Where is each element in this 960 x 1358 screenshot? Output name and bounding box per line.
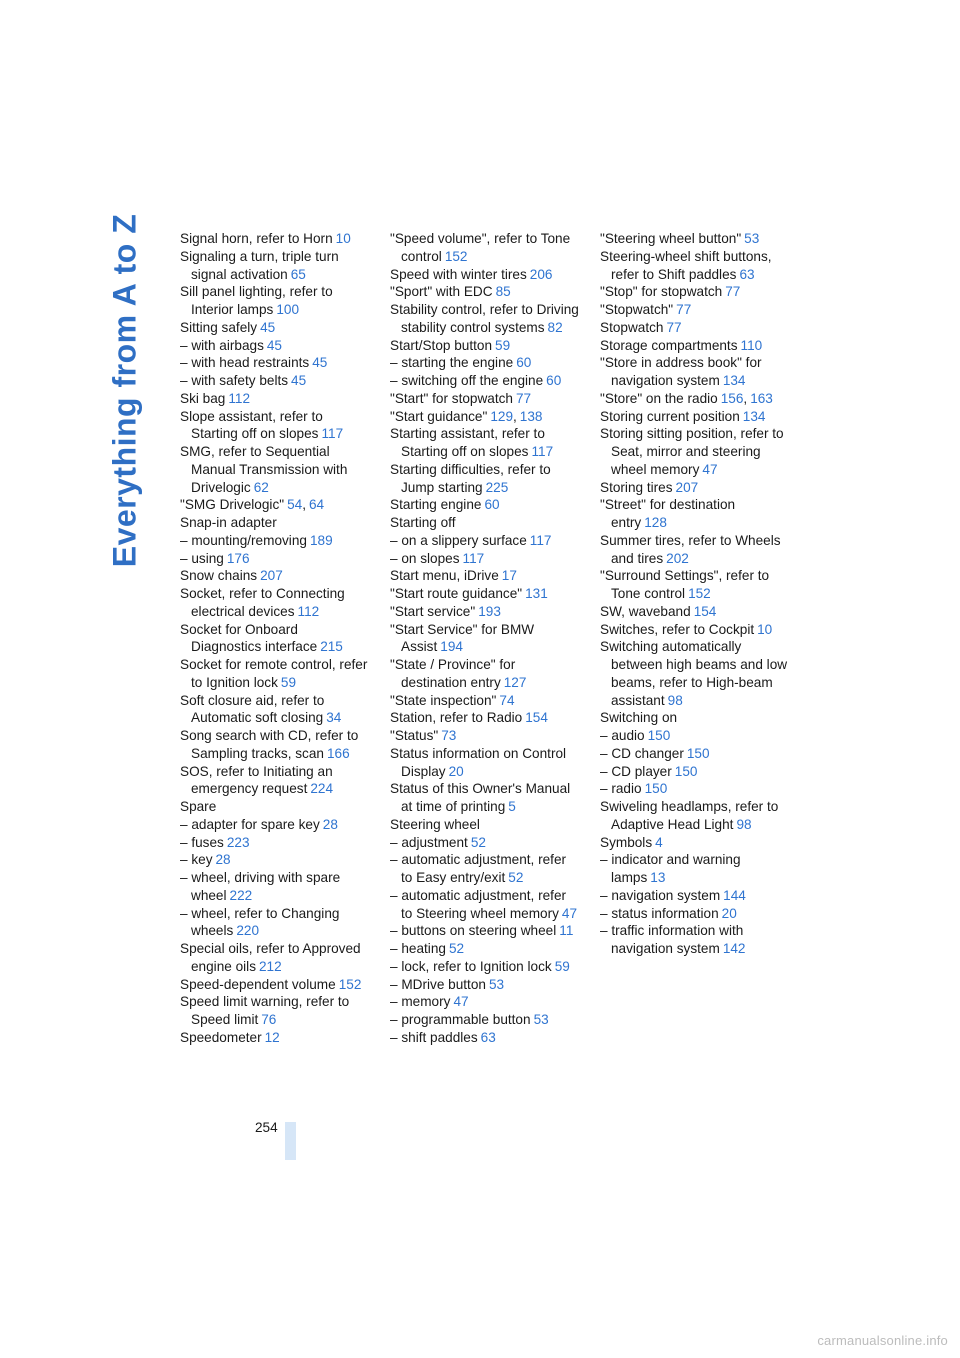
index-term: Status information on Control Display [390,745,567,779]
page-link[interactable]: 17 [501,568,517,584]
page-link[interactable]: 76 [261,1012,277,1027]
index-entry [180,869,370,905]
index-term: – indicator and warning lamps [600,852,741,885]
page-link[interactable]: 156 [720,390,744,406]
index-entry [180,354,370,372]
index-entry [180,319,370,337]
index-term: – wheel, driving with spare wheel [180,870,341,903]
page-link[interactable]: 45 [291,373,307,388]
page-link[interactable]: 64 [308,497,325,513]
page-link[interactable]: 47 [702,461,718,477]
index-entry [390,922,580,940]
page-link[interactable]: 150 [644,781,668,797]
page-link[interactable]: 117 [321,426,344,442]
index-column-2 [390,230,580,1047]
page-link[interactable]: 129 [490,408,514,424]
index-entry [600,283,790,301]
index-term: – with safety belts [180,373,289,388]
index-entry [390,461,580,497]
page-link[interactable]: 150 [647,728,671,743]
page-separator: , [302,497,306,513]
index-term: – radio [600,781,642,797]
index-term: Starting difficulties, refer to Jump starting [390,461,551,495]
index-term: "Start route guidance" [390,586,523,601]
page-link[interactable]: 98 [667,692,683,708]
index-entry [390,603,580,621]
page-link[interactable]: 207 [675,479,699,495]
index-entry [180,656,370,692]
index-term: "Speed volume", refer to Tone control [390,231,571,264]
index-entry [390,958,580,976]
index-entry [390,727,580,745]
index-term: Steering-wheel shift buttons, refer to Shift paddles [600,248,772,282]
index-term: Storing current position [600,408,740,424]
page-link[interactable]: 128 [644,515,667,530]
index-term: "Status" [390,728,439,743]
index-entry [180,372,370,390]
page-link[interactable]: 154 [693,603,717,619]
page-link[interactable]: 127 [503,674,527,690]
index-term: Storing sitting position, refer to Seat, mirror and steering wheel memory [600,426,784,477]
page-link[interactable]: 100 [276,302,300,317]
index-entry [180,408,370,444]
page-link[interactable]: 154 [525,710,548,726]
index-term: – memory [390,994,451,1010]
index-entry [390,780,580,816]
index-entry [180,834,370,852]
index-term: "SMG Drivelogic" [180,497,285,513]
index-entry [600,727,790,745]
page-link[interactable]: 194 [440,639,463,655]
page-link[interactable]: 12 [264,1029,280,1045]
index-term: Steering wheel [390,816,480,832]
index-term: – wheel, refer to Changing wheels [180,905,340,939]
page-link[interactable]: 63 [739,266,755,282]
index-term: Speed-dependent volume [180,976,336,992]
index-term: – traffic information with navigation system [600,923,744,956]
page-link[interactable]: 77 [676,302,692,317]
index-entry [390,372,580,390]
page-link[interactable]: 176 [226,550,250,566]
index-term: – status information [600,905,719,921]
page-link[interactable]: 45 [266,337,282,353]
index-term: Sitting safely [180,319,258,335]
index-entry [390,834,580,852]
index-entry [390,940,580,958]
index-entry [390,656,580,692]
index-term: Snow chains [180,568,258,584]
index-term: Special oils, refer to Approved engine oils [180,941,361,974]
index-term: – CD changer [600,745,684,761]
index-term: Signal horn, refer to Horn [180,231,333,246]
page-link[interactable]: 10 [335,231,351,246]
index-term: Socket for Onboard Diagnostics interface [180,621,318,655]
page-link[interactable]: 142 [722,941,746,956]
index-entry [600,834,790,852]
index-entry [390,550,580,568]
page-link[interactable]: 10 [757,621,773,637]
index-entry [390,230,580,266]
page-link[interactable]: 77 [666,319,682,335]
index-term: Summer tires, refer to Wheels and tires [600,532,781,566]
index-term: SOS, refer to Initiating an emergency request [180,763,333,797]
index-entry [180,532,370,550]
index-entry [600,851,790,887]
index-term: Socket, refer to Connecting electrical devices [180,586,345,619]
index-entry [180,514,370,532]
index-term: SMG, refer to Sequential Manual Transmission with Drivelogic [180,444,348,495]
index-term: Station, refer to Radio [390,710,523,726]
index-term: Speed with winter tires [390,266,527,282]
index-entry [390,354,580,372]
index-entry [600,408,790,426]
index-term: – MDrive button [390,976,486,992]
index-entry [600,337,790,355]
index-term: SW, waveband [600,603,691,619]
page-link[interactable]: 13 [650,870,666,885]
index-entry [600,354,790,390]
page-link[interactable]: 28 [215,852,231,868]
index-entry [390,496,580,514]
index-term: – fuses [180,834,224,850]
page-link[interactable]: 65 [290,266,306,282]
index-term: "Surround Settings", refer to Tone control [600,568,770,601]
page-link[interactable]: 54 [287,497,303,513]
page-link[interactable]: 138 [519,408,543,424]
index-term: "Stop" for stopwatch [600,284,723,300]
index-entry [600,621,790,639]
index-entry [600,780,790,798]
page-link[interactable]: 224 [310,781,334,797]
index-entry [180,337,370,355]
index-term: "Stopwatch" [600,302,674,317]
index-term: – shift paddles [390,1029,478,1045]
index-entry [180,283,370,319]
index-entry [600,496,790,532]
index-entry [600,745,790,763]
index-term: – automatic adjustment, refer to Steering wheel memory [390,887,567,921]
page-link[interactable]: 131 [525,586,548,601]
page-link[interactable]: 207 [260,568,283,584]
page-link[interactable]: 53 [533,1012,549,1027]
page-link[interactable]: 63 [480,1029,496,1045]
index-entry [390,514,580,532]
page-link[interactable]: 5 [508,799,516,814]
index-term: – with airbags [180,337,264,353]
page-link[interactable]: 206 [529,266,553,282]
index-term: Slope assistant, refer to Starting off on slopes [180,408,323,442]
page-separator: , [513,408,517,424]
page-link[interactable]: 202 [666,550,689,566]
index-term: Start/Stop button [390,337,493,353]
index-term: Swiveling headlamps, refer to Adaptive Head Light [600,799,779,832]
page-link[interactable]: 212 [259,958,282,974]
index-term: Storage compartments [600,337,738,353]
index-term: Socket for remote control, refer to Ignition lock [180,657,368,690]
page-separator: , [743,390,748,406]
index-term: – navigation system [600,887,721,903]
index-term: "Store" on the radio [600,390,718,406]
index-term: "State / Province" for destination entry [390,657,516,690]
page-link[interactable]: 52 [508,870,524,885]
index-entry [600,798,790,834]
index-entry [390,993,580,1011]
index-entry [390,1029,580,1047]
index-term: "Start guidance" [390,408,488,424]
page-link[interactable]: 150 [674,763,698,779]
page-link[interactable]: 110 [740,337,763,353]
page-link[interactable]: 60 [516,355,532,371]
page-link[interactable]: 45 [312,355,328,371]
index-entry [600,887,790,905]
index-entry [390,976,580,994]
page-link[interactable]: 20 [721,905,737,921]
index-entry [180,976,370,994]
index-entry [180,230,370,248]
index-term: Stopwatch [600,319,664,335]
index-entry [180,851,370,869]
page-link[interactable]: 117 [529,532,552,548]
index-term: Start menu, iDrive [390,568,499,584]
index-entry [180,905,370,941]
index-entry [180,550,370,568]
index-term: – mounting/removing [180,532,307,548]
page-link[interactable]: 60 [546,373,562,388]
index-entry [600,248,790,284]
watermark: carmanualsonline.info [817,1333,948,1348]
page-link[interactable]: 220 [236,923,260,939]
index-entry [180,816,370,834]
index-entry [390,816,580,834]
index-term: Soft closure aid, refer to Automatic soft closing [180,692,325,726]
page-link[interactable]: 150 [686,745,710,761]
index-entry [390,745,580,781]
page-link[interactable]: 47 [561,905,578,921]
index-entry [180,248,370,284]
index-entry [180,692,370,728]
index-entry [600,763,790,781]
index-entry [180,496,370,514]
index-term: Stability control, refer to Driving stability control systems [390,302,579,335]
index-term: Signaling a turn, triple turn signal activation [180,248,339,282]
page-link[interactable]: 11 [559,923,574,939]
index-term: – adapter for spare key [180,816,320,832]
index-entry [390,266,580,284]
index-entry [180,940,370,976]
index-term: – using [180,550,224,566]
index-entry [390,532,580,550]
index-entry [180,585,370,621]
index-entry [390,390,580,408]
index-entry [600,905,790,923]
index-term: "Start" for stopwatch [390,390,513,406]
index-column-1 [180,230,370,1047]
page-link[interactable]: 215 [320,639,343,655]
index-term: – on slopes [390,550,460,566]
page-link[interactable]: 144 [723,887,746,903]
page-link[interactable]: 112 [297,603,320,619]
index-entry [390,851,580,887]
page-link[interactable]: 52 [470,834,486,850]
index-entry [390,301,580,337]
index-term: – heating [390,941,446,956]
index-term: Song search with CD, refer to Sampling tracks, scan [180,728,359,761]
index-entry [600,638,790,709]
index-term: Switching automatically between high beams and low beams, refer to High-beam assistant [600,639,788,708]
index-entry [180,993,370,1029]
page-link[interactable]: 134 [722,373,746,388]
index-term: "Street" for destination entry [600,497,736,530]
index-entry [180,798,370,816]
page-link[interactable]: 53 [744,231,760,246]
index-term: Status of this Owner's Manual at time of printing [390,781,571,814]
page-link[interactable]: 82 [547,319,563,335]
index-term: – starting the engine [390,355,514,371]
index-entry [180,1029,370,1047]
index-entry [600,319,790,337]
index-term: Switches, refer to Cockpit [600,621,755,637]
index-term: – CD player [600,763,672,779]
page-link[interactable]: 163 [750,390,773,406]
index-entry [390,585,580,603]
index-term: – automatic adjustment, refer to Easy entry/exit [390,852,567,885]
page-link[interactable]: 193 [478,603,501,619]
page-link[interactable]: 20 [448,763,464,779]
index-entry [600,390,790,408]
index-term: – switching off the engine [390,373,544,388]
index-term: – adjustment [390,834,468,850]
index-entry [390,887,580,923]
index-term: Symbols [600,834,653,850]
index-entry [600,567,790,603]
index-entry [390,337,580,355]
page-link[interactable]: 152 [338,976,362,992]
index-term: – audio [600,728,645,743]
index-entry [600,301,790,319]
page-link[interactable]: 53 [488,976,505,992]
index-entry [390,1011,580,1029]
index-entry [390,425,580,461]
index-entry [390,408,580,426]
index-term: Starting engine [390,497,482,513]
page-link[interactable]: 74 [499,692,515,708]
page-link[interactable]: 112 [228,390,251,406]
page-link[interactable]: 166 [326,745,350,761]
index-term: Speed limit warning, refer to Speed limit [180,994,350,1027]
index-term: "Sport" with EDC [390,284,493,300]
index-term: "Steering wheel button" [600,231,742,246]
index-entry [600,709,790,727]
page-link[interactable]: 222 [229,887,253,903]
page-link[interactable]: 85 [495,284,511,300]
page-link[interactable]: 45 [260,319,276,335]
index-entry [390,567,580,585]
index-term: Starting assistant, refer to Starting off on slopes [390,426,545,459]
index-term: Switching on [600,710,678,726]
index-entry [180,443,370,496]
index-term: – with head restraints [180,355,310,371]
page-link[interactable]: 60 [484,497,500,513]
page-link[interactable]: 62 [253,479,269,495]
page-link[interactable]: 77 [515,390,532,406]
index-entry [600,425,790,478]
index-entry [600,532,790,568]
index-entry [180,567,370,585]
index-entry [390,692,580,710]
index-entry [180,621,370,657]
index-term: – lock, refer to Ignition lock [390,958,552,974]
index-term: Spare [180,799,217,814]
index-term: – buttons on steering wheel [390,923,557,939]
page-link[interactable]: 117 [462,550,485,566]
index-term: Sill panel lighting, refer to Interior lamps [180,284,333,317]
index-entry [180,390,370,408]
index-term: Storing tires [600,479,673,495]
page-link[interactable]: 77 [725,284,741,300]
page-link[interactable]: 98 [736,816,752,832]
page-number-bar [285,1122,296,1160]
index-column-3 [600,230,790,958]
page-number: 254 [255,1120,278,1135]
side-title-text: Everything from A to Z [106,213,143,567]
index-entry [390,709,580,727]
page-link[interactable]: 34 [326,710,342,726]
index-entry [180,763,370,799]
page-link[interactable]: 28 [322,816,338,832]
page-link[interactable]: 52 [448,941,465,956]
index-term: Ski bag [180,390,226,406]
page-link[interactable]: 152 [688,586,711,601]
index-entry [390,283,580,301]
index-term: – programmable button [390,1012,531,1027]
page-link[interactable]: 117 [531,444,554,459]
index-term: Snap-in adapter [180,515,277,530]
page-link[interactable]: 59 [280,674,297,690]
index-term: Starting off [390,515,456,530]
page-link[interactable]: 4 [655,834,663,850]
page-link[interactable]: 223 [226,834,250,850]
index-entry [600,230,790,248]
page-link[interactable]: 225 [485,479,509,495]
page-link[interactable]: 59 [495,337,511,353]
index-term: "Store in address book" for navigation system [600,355,762,388]
page-link[interactable]: 59 [554,958,570,974]
index-term: Speedometer [180,1029,262,1045]
page-link[interactable]: 73 [441,728,457,743]
index-entry [600,603,790,621]
index-entry [600,922,790,958]
index-entry [180,727,370,763]
page-link[interactable]: 134 [742,408,766,424]
index-term: "Start Service" for BMW Assist [390,621,535,655]
index-entry [390,621,580,657]
index-term: "State inspection" [390,692,497,708]
page-link[interactable]: 152 [444,248,468,264]
index-term: "Start service" [390,603,476,619]
index-term: – key [180,852,213,868]
page-link[interactable]: 47 [453,994,469,1010]
index-entry [600,479,790,497]
section-side-title [100,213,150,567]
page-link[interactable]: 189 [309,532,333,548]
index-term: – on a slippery surface [390,532,527,548]
